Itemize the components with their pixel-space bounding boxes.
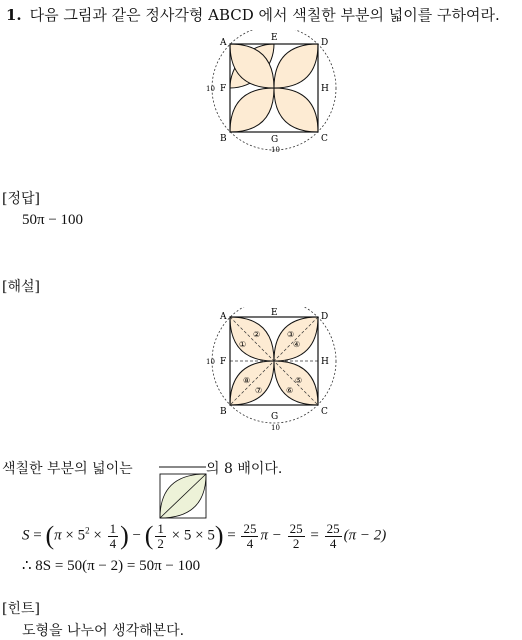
- label-bottom-length: 10: [271, 424, 280, 432]
- explanation-sentence-before: 색칠한 부분의 넓이는: [2, 461, 133, 477]
- answer-value: 50π − 100: [22, 212, 84, 228]
- label-C: C: [321, 134, 328, 144]
- svg-text:①: ①: [239, 340, 247, 349]
- equation-2: ∴ 8S = 50(π − 2) = 50π − 100: [22, 558, 201, 574]
- label-H: H: [321, 84, 329, 94]
- label-D: D: [321, 38, 329, 48]
- explanation-sentence-after: 의 8 배이다.: [206, 461, 283, 477]
- question-number: 1.: [6, 6, 22, 24]
- svg-text:⑦: ⑦: [255, 386, 263, 395]
- svg-text:③: ③: [287, 330, 295, 339]
- label-B: B: [220, 407, 227, 417]
- svg-text:②: ②: [253, 330, 261, 339]
- answer-heading: [정답]: [2, 191, 40, 207]
- label-A: A: [220, 312, 227, 322]
- hint-heading: [힌트]: [2, 601, 40, 617]
- label-C: C: [321, 407, 328, 417]
- hint-text: 도형을 나누어 생각해본다.: [22, 623, 185, 639]
- label-E: E: [271, 308, 278, 318]
- explanation-heading: [해설]: [2, 279, 40, 295]
- svg-text:⑧: ⑧: [243, 376, 251, 385]
- label-G: G: [271, 412, 279, 422]
- label-F: F: [220, 84, 227, 94]
- label-left-length: 10: [206, 358, 215, 366]
- svg-text:⑤: ⑤: [295, 376, 303, 385]
- label-H: H: [321, 357, 329, 367]
- equation-1: $S = (\pi \times 5^2$ × $\frac{1}{4}$ ) − ( $\frac{1}{2}$ × 5 × 5) = $\frac{25}{4}$ π − $\frac{25}{2}$ = $\frac{25}{4}$ (π − 2): [22, 520, 387, 551]
- label-B: B: [220, 134, 227, 144]
- svg-text:⑥: ⑥: [286, 386, 294, 395]
- square-figure: [195, 30, 340, 160]
- explanation-figure: [195, 307, 340, 437]
- label-left-length: 10: [206, 85, 215, 93]
- label-G: G: [271, 135, 279, 145]
- label-F: F: [220, 357, 227, 367]
- petal-unit-figure: [158, 466, 208, 520]
- label-A: A: [220, 38, 227, 48]
- question-text: 다음 그림과 같은 정사각형 ABCD 에서 색칠한 부분의 넓이를 구하여라.: [29, 6, 500, 24]
- question: [6, 4, 500, 25]
- label-D: D: [321, 312, 329, 322]
- petals: [230, 44, 318, 132]
- label-bottom-length: 10: [271, 146, 280, 154]
- svg-text:④: ④: [293, 340, 301, 349]
- label-E: E: [271, 33, 278, 43]
